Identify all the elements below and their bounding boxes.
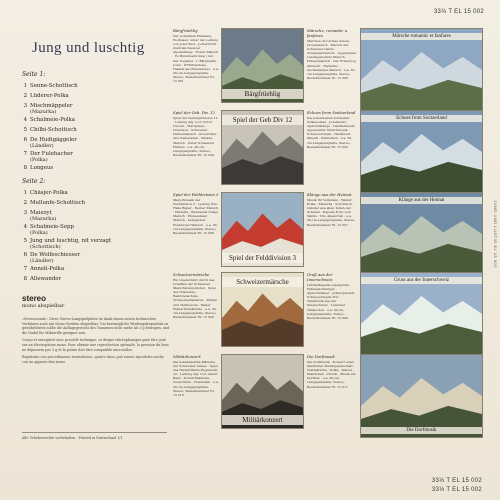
album-card-title: Die Dorfmusik bbox=[307, 354, 335, 359]
track-item bbox=[18, 236, 168, 250]
track-title-text: Longeus bbox=[30, 165, 54, 171]
track-title bbox=[30, 115, 168, 125]
album-cover-title: Schweizermärsche bbox=[222, 277, 303, 287]
track-title bbox=[30, 250, 168, 264]
track-number: 3 bbox=[23, 210, 27, 216]
track-title-text: Lüderer-Polka bbox=[30, 93, 69, 99]
track-title-text: Anneli-Polka bbox=[30, 266, 65, 272]
album-description-feldmusik bbox=[173, 192, 219, 235]
track-subtitle: (Polka) bbox=[30, 230, 48, 236]
track-title bbox=[30, 125, 168, 135]
album-cover-title: Die Dorfmusik bbox=[361, 427, 482, 434]
cover-artwork bbox=[361, 193, 482, 275]
track-item bbox=[18, 264, 168, 274]
note-french: Conçu et enregistré avec procédé technique, ce disque stéréophonique peut être joué sur un électrophone mono. Pour obtenir une reproduction optimale, la pression du bras ne dépassera pas 3 g et la pointe doit être compatible microsillon. bbox=[22, 338, 169, 352]
track-item bbox=[18, 163, 168, 173]
track-number: 5 bbox=[23, 238, 27, 244]
album-cover-title: Märsche romantic et fanfares bbox=[361, 33, 482, 40]
album-card-text: Die bekanntesten Märsche der Schweizer Armee · Spiel des Feldartillerie-Regiments 10 · Leitung Adj. Uof. Albert Benz · Konzertmärsche · Ouvertüren · Festmusik · u.a. 30-cm-Langspielplatte, Stereo, Bestellnummer EL 15 010 bbox=[173, 360, 219, 397]
track-number: 1 bbox=[23, 190, 27, 196]
track-title bbox=[30, 101, 168, 115]
tracklist-column bbox=[18, 40, 168, 364]
track-subtitle: (Ländler) bbox=[30, 258, 54, 264]
album-cover-dorfmusik bbox=[360, 354, 483, 438]
stereo-notice bbox=[22, 294, 168, 309]
track-title-text: Mischmäppeler bbox=[30, 103, 73, 109]
album-cover-echoes bbox=[360, 110, 483, 194]
track-title-text: Maiezyt bbox=[30, 210, 52, 216]
track-number: 2 bbox=[23, 200, 27, 206]
track-item bbox=[18, 81, 168, 91]
side-2-tracklist bbox=[18, 188, 168, 284]
track-title-text: Der Fulehacher bbox=[30, 151, 73, 157]
album-description-schweizer bbox=[173, 272, 219, 319]
album-card-text: Musik für Volkstanz · Walzer · Polka · Mazurka · Schottisch · Ländler aus allen Teilen der Schweiz · Kapelle Echo vom Säntis · Trio Alpenrösli · u.a. 30-cm-Langspielplatte, Stereo, Bestellnummer EL 15 007 bbox=[307, 198, 356, 227]
album-card-text: Die beliebtesten Schweizer Volksweisen · Jodellieder · Alphornklänge · Ländlermusik · Appenzeller Streichmusik · Schwyzerörgeli · Hackbrett · Zäuerli · Kuhreihen · u.a. 30-cm-Langspielplatte, Stereo, Bestellnummer EL 15 005 bbox=[307, 116, 357, 149]
track-title-text: Senne-Schottisch bbox=[30, 83, 78, 89]
track-number: 3 bbox=[23, 103, 27, 109]
catalog-number-bottom: 33⅓ T EL 15 002 bbox=[431, 487, 482, 493]
track-title-text: Schalmeie-Sepp bbox=[30, 224, 74, 230]
track-item bbox=[18, 188, 168, 198]
track-item bbox=[18, 135, 168, 149]
side-1-label: Seite 1: bbox=[22, 71, 46, 78]
album-card-text: Spiel der Gebirgsdivision 12 · Leitung Adj. Uof. Victor Nicolet · Marignano · Grandson · Schweizer Fahnenmarsch · Kreuzritter · Alte Kameraden · Parade-Marsch · Unter Schweizer Fahnen · u.a. 30-cm-Langspielplatte, Stereo, Bestellnummer EL 15 004 bbox=[173, 116, 219, 157]
track-item bbox=[18, 125, 168, 135]
album-cover-feldmusik bbox=[221, 192, 304, 267]
album-cover-title: Militärkonzert bbox=[222, 415, 303, 425]
track-title bbox=[30, 91, 168, 101]
track-title bbox=[30, 81, 168, 91]
album-cover-dixie bbox=[221, 110, 304, 185]
note-italian: Registrato con procedimento stereofonico, questo disco può essere riprodotto anche con un apparecchio mono. bbox=[22, 355, 164, 364]
album-card-text: Marschmusik der Felddivision 3 · Leitung Wm. Hans Bigler · Berner Marsch · Helvetia · Bundesrat Gnägi Marsch · Emmentaler Marsch · Sempacher · Freiburger Marsch · u.a. 30-cm-Langspielplatte, Stereo, Bestellnummer EL 15 006 bbox=[173, 198, 219, 235]
spine-text: JUNG UND LUSTIG EL 15 002 bbox=[493, 200, 498, 268]
album-description-dorfmusik bbox=[307, 354, 357, 389]
track-title bbox=[30, 264, 168, 274]
album-description-kaiser bbox=[307, 192, 357, 227]
album-card-title: Klänge aus der Heimat bbox=[307, 192, 352, 197]
technical-note bbox=[22, 317, 170, 364]
album-cover-title: Spiel der Felddivision 3 bbox=[222, 253, 303, 263]
track-title bbox=[30, 274, 168, 284]
credit-divider bbox=[22, 432, 167, 433]
track-title bbox=[30, 188, 168, 198]
track-item bbox=[18, 222, 168, 236]
track-number: 6 bbox=[23, 137, 27, 143]
album-cover-baergfruehlig bbox=[221, 28, 304, 103]
cover-artwork bbox=[361, 273, 482, 355]
rights-credit: Alle Urheberrechte vorbehalten · Printed in Switzerland 1/1 bbox=[22, 436, 123, 440]
track-title-text: Jung und luschtig, nit verzagt bbox=[30, 238, 112, 244]
track-number: 4 bbox=[23, 117, 27, 123]
track-subtitle: (Mazurka) bbox=[30, 216, 57, 222]
side-2-label: Seite 2: bbox=[22, 178, 46, 185]
cover-artwork bbox=[361, 111, 482, 193]
track-number: 2 bbox=[23, 93, 27, 99]
album-cover-title: Klänge aus der Heimat bbox=[361, 197, 482, 204]
album-description-militaer bbox=[173, 354, 219, 397]
album-cover-marschen bbox=[360, 28, 483, 112]
album-card-title: Schweizermärsche bbox=[173, 272, 210, 277]
album-description-dixie bbox=[173, 110, 219, 157]
album-description-marschen bbox=[307, 28, 357, 80]
track-item bbox=[18, 274, 168, 284]
album-card-title: Spiel der Geb. Div. 12 bbox=[173, 110, 215, 115]
track-title bbox=[30, 135, 168, 149]
mono-compatible-text: mono abspielbar bbox=[22, 303, 65, 309]
album-cover-heimat bbox=[360, 272, 483, 356]
album-card-title: Gruß aus der Innerschweiz bbox=[307, 272, 333, 282]
album-cover-schweizer bbox=[221, 272, 304, 347]
track-item bbox=[18, 149, 168, 163]
track-title-text: Mullunfe-Schottisch bbox=[30, 200, 86, 206]
track-title-text: De Wolfeschiesser bbox=[30, 252, 81, 258]
track-title bbox=[30, 222, 168, 236]
album-description-heimat bbox=[307, 272, 357, 320]
album-card-title: Märsche, romantic u. fanfares bbox=[307, 28, 349, 38]
track-subtitle: (Ländler) bbox=[30, 143, 54, 149]
catalog-number-lower: 33⅓ T EL 15 002 bbox=[431, 478, 482, 484]
album-card-text: Ländlerkapelle Alpengruss · Fahnenschwinger · Alphornbläser · Jodlerquartett · Schwyzerörgeli-Trio · Tanzmusik aus der Innerschweiz · Luzerner Tanzboden · u.a. 30-cm-Langspielplatte, Stereo, Bestellnummer EL 15 009 bbox=[307, 283, 357, 320]
catalog-number-top: 33⅓ T EL 15 002 bbox=[433, 9, 484, 15]
album-description-baergfruehlig bbox=[173, 28, 219, 83]
track-item bbox=[18, 208, 168, 222]
album-cover-title: Spiel der Geb Div 12 bbox=[222, 115, 303, 125]
stereo-heading: stereo bbox=[22, 294, 47, 303]
track-subtitle: (Polka) bbox=[30, 157, 48, 163]
track-number: 1 bbox=[23, 83, 27, 89]
side-1-tracklist bbox=[18, 81, 168, 173]
album-cover-title: Bärgfrüehlig bbox=[222, 89, 303, 99]
track-title-text: Schalmeie-Polka bbox=[30, 117, 76, 123]
track-item bbox=[18, 115, 168, 125]
track-number: 8 bbox=[23, 165, 27, 171]
album-card-title: Spiel der Felddivision 3 bbox=[173, 192, 219, 197]
track-item bbox=[18, 101, 168, 115]
track-title bbox=[30, 208, 168, 222]
track-item bbox=[18, 198, 168, 208]
album-card-text: Die Dorfmusik · Konzert einer ländlichen Musikgesellschaft · Festmärsche · Polka · Walzer · Ständchen · Choral · Musik am Dorffest · u.a. 30-cm-Langspielplatte, Stereo, Bestellnummer EL 15 011 bbox=[307, 360, 356, 389]
album-card-title: Militärkonzert bbox=[173, 354, 201, 359]
album-card-title: Echoes from Switzerland bbox=[307, 110, 356, 115]
track-title-text: Chäsjer-Polka bbox=[30, 190, 68, 196]
track-number: 7 bbox=[23, 151, 27, 157]
track-number: 8 bbox=[23, 276, 27, 282]
track-number: 6 bbox=[23, 252, 27, 258]
track-title-text: Allewander bbox=[30, 276, 62, 282]
track-title bbox=[30, 198, 168, 208]
album-card-title: Bärgfrüehlig bbox=[173, 28, 198, 33]
cover-artwork bbox=[361, 355, 482, 437]
track-number: 4 bbox=[23, 224, 27, 230]
track-title bbox=[30, 163, 168, 173]
track-subtitle: (Schottisch) bbox=[30, 244, 61, 250]
album-card-text: Marches de l'armée Suisse · Grossmarsch · Marsch der Schweizer Garde · Grenadiermarsch · Appenzeller Landsgemeinde Marsch · Fahnenmarsch · Der Erzherzog Albrecht · Radetzky · Sechseläuten Marsch · u.a. 30-cm-Langspielplatte, Stereo, Bestellnummer EL 15 003 bbox=[307, 39, 357, 80]
album-cover-kaiser bbox=[360, 192, 483, 276]
track-title bbox=[30, 236, 168, 250]
album-description-echoes bbox=[307, 110, 357, 149]
album-card-text: Der Jodlerklub Heimelig, Wolhusen, unter der Leitung von Josef Zust · Jodlerdörfli · Zentralschweizer Alpenklänge · Rondo Märsch · Es Burebüebli mag i nid · Der Vogellisi · s' Bärgmatte-Jodel · D'Hüttebüebe · Heimat am Brienzersee · u.a. 30-cm-Langspielplatte, Stereo, Bestellnummer EL 15 001 bbox=[173, 34, 219, 84]
track-item bbox=[18, 250, 168, 264]
track-title-text: Chilbi-Schottisch bbox=[30, 127, 77, 133]
track-subtitle: (Mazurka) bbox=[30, 109, 57, 115]
note-german: »Stereosound«: Diese Stereo-Langspielplatte ist dank einem neuen technischen Verfahren auch mit Mono-Geräten abspielbar. Um bestmögliche Wiedergabequalität zu gewährleisten sollte die Auflagegewicht des Tonarmes nicht mehr als 3 g betragen, und die Nadel für Mikrorille geeignet sein. bbox=[22, 317, 170, 335]
album-title: Jung und luschtig bbox=[32, 40, 145, 56]
track-title-text: De Hudigäggeler bbox=[30, 137, 77, 143]
album-card-text: Ein Querschnitt durch das Schaffen der Schweizer Marschkomponisten · Spiel der Infanterie-Rekrutenschule · Trompetenfanfaren · Pfeifer und Tambouren · Basler Fasnachtsmärsche · u.a. 30-cm-Langspielplatte, Stereo, Bestellnummer EL 15 008 bbox=[173, 278, 217, 319]
album-cover-title: Echoes from Switzerland bbox=[361, 115, 482, 122]
track-number: 7 bbox=[23, 266, 27, 272]
track-item bbox=[18, 91, 168, 101]
album-cover-militaer bbox=[221, 354, 304, 429]
track-number: 5 bbox=[23, 127, 27, 133]
cover-artwork bbox=[361, 29, 482, 111]
album-cover-title: Gruss aus der Innerschweiz bbox=[361, 277, 482, 284]
track-title bbox=[30, 149, 168, 163]
